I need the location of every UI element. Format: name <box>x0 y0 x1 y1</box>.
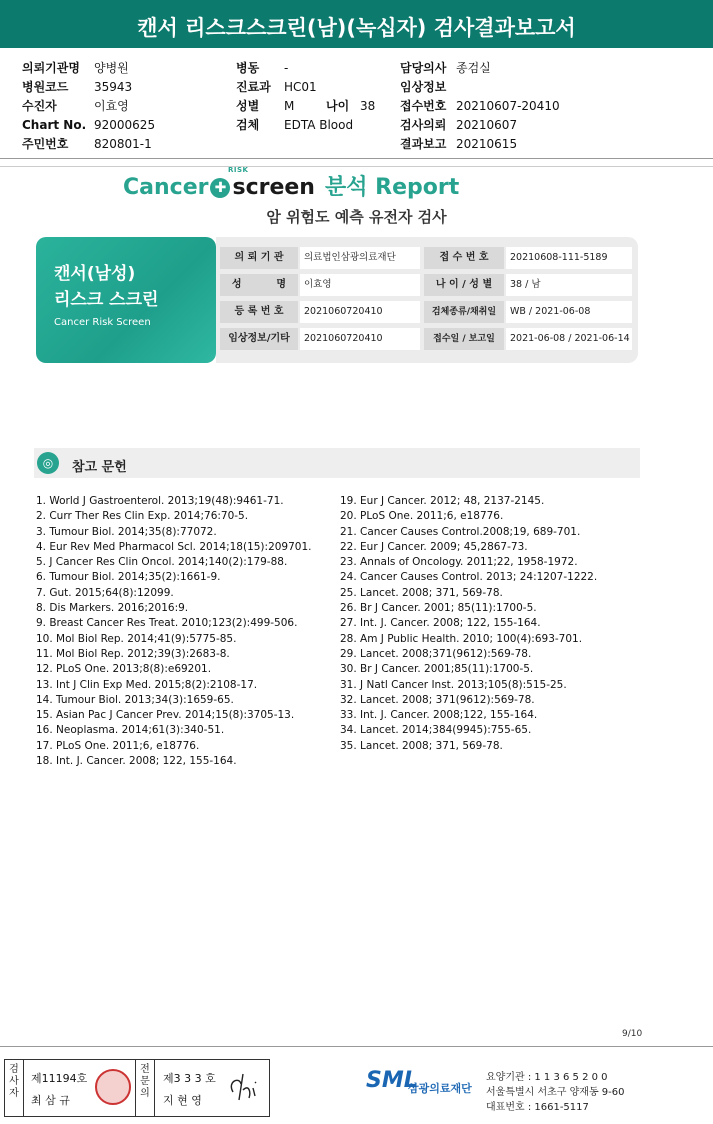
card-title-line2: 리스크 스크린 <box>54 290 159 310</box>
header-label: 병원코드 <box>22 80 69 94</box>
info-value: 의료법인삼광의료재단 <box>300 247 420 269</box>
header-label: 주민번호 <box>22 137 69 151</box>
info-label: 접 수 번 호 <box>424 247 504 269</box>
reference-item: 13. Int J Clin Exp Med. 2015;8(2):2108-17. <box>36 678 258 691</box>
plus-icon: ✚ <box>210 178 230 198</box>
reference-item: 35. Lancet. 2008; 371, 569-78. <box>340 739 503 752</box>
signature-box <box>4 1059 270 1117</box>
info-label: 성 명 <box>220 274 298 296</box>
reference-item: 15. Asian Pac J Cancer Prev. 2014;15(8):3705-13. <box>36 709 295 722</box>
reference-item: 26. Br J Cancer. 2001; 85(11):1700-5. <box>340 602 537 615</box>
info-value: 2021-06-08 / 2021-06-14 <box>506 328 632 350</box>
reference-item: 16. Neoplasma. 2014;61(3):340-51. <box>36 724 225 737</box>
header-col1 <box>22 57 155 152</box>
reference-item: 5. J Cancer Res Clin Oncol. 2014;140(2):179-88. <box>36 556 288 569</box>
vertical-label-char: 전 <box>140 1064 150 1075</box>
references-right-column <box>340 494 597 754</box>
reference-item: 1. World J Gastroenterol. 2013;19(48):9461-71. <box>36 495 284 507</box>
reference-item: 29. Lancet. 2008;371(9612):569-78. <box>340 647 532 660</box>
reference-item: 24. Cancer Causes Control. 2013; 24:1207-1222. <box>340 571 598 584</box>
reference-item: 28. Am J Public Health. 2010; 100(4):693-701. <box>340 632 583 645</box>
reference-item: 27. Int. J. Cancer. 2008; 122, 155-164. <box>340 617 541 630</box>
info-label: 접수일 / 보고일 <box>424 328 504 350</box>
header-value: 20210615 <box>456 137 518 151</box>
address: 서울특별시 서초구 양재동 9-60 <box>486 1087 625 1098</box>
logo-text-screen: screen <box>232 175 315 200</box>
reference-item: 20. PLoS One. 2011;6, e18776. <box>340 510 504 523</box>
signature-icon <box>225 1070 265 1106</box>
info-value: 2021060720410 <box>300 328 420 350</box>
specialist-name: 지 현 영 <box>163 1094 202 1107</box>
info-label: 검체종류/채취일 <box>424 301 504 323</box>
page-number: 9/10 <box>622 1029 643 1039</box>
reference-item: 22. Eur J Cancer. 2009; 45,2867-73. <box>340 540 528 553</box>
vertical-label-char: 자 <box>9 1088 19 1099</box>
reference-item: 32. Lancet. 2008; 371(9612):569-78. <box>340 693 535 706</box>
reference-item: 17. PLoS One. 2011;6, e18776. <box>36 739 200 752</box>
header-col2 <box>236 57 375 133</box>
product-card <box>36 237 216 363</box>
header-value: EDTA Blood <box>284 118 354 132</box>
header-label: 결과보고 <box>400 137 447 151</box>
header-label: 수진자 <box>22 99 57 113</box>
reference-item: 8. Dis Markers. 2016;2016:9. <box>36 602 189 615</box>
examiner-name: 최 삼 규 <box>31 1094 70 1107</box>
logo-text-report: 분석 Report <box>324 175 460 200</box>
header-label: 검사의뢰 <box>400 118 447 132</box>
reference-item: 21. Cancer Causes Control.2008;19, 689-701. <box>340 525 581 538</box>
header-label: 진료과 <box>236 80 271 94</box>
header-value: 이효영 <box>94 99 129 113</box>
references-left-column <box>36 494 312 769</box>
reference-item: 12. PLoS One. 2013;8(8):e69201. <box>36 663 212 676</box>
info-label: 나 이 / 성 별 <box>424 274 504 296</box>
age-label: 나이 <box>326 99 350 113</box>
info-value: 38 / 남 <box>506 274 632 296</box>
reference-item: 7. Gut. 2015;64(8):12099. <box>36 586 174 599</box>
reference-item: 30. Br J Cancer. 2001;85(11):1700-5. <box>340 663 534 676</box>
header-value: 양병원 <box>94 61 129 75</box>
sml-logo: SML <box>366 1068 418 1093</box>
reference-item: 11. Mol Biol Rep. 2012;39(3):2683-8. <box>36 647 230 660</box>
info-value: 이효영 <box>300 274 420 296</box>
globe-icon: ◎ <box>37 452 59 474</box>
logo-risk-tag: RISK <box>228 166 249 174</box>
vertical-label-char: 문 <box>140 1076 150 1087</box>
header-divider <box>0 158 713 159</box>
references-title: 참고 문헌 <box>72 460 127 475</box>
header-divider <box>0 166 713 167</box>
header-label: 임상정보 <box>400 80 447 94</box>
reference-item: 18. Int. J. Cancer. 2008; 122, 155-164. <box>36 755 237 768</box>
reference-item: 3. Tumour Biol. 2014;35(8):77072. <box>36 525 217 538</box>
header-label: 의뢰기관명 <box>22 61 80 75</box>
reference-item: 31. J Natl Cancer Inst. 2013;105(8):515-25. <box>340 678 567 691</box>
info-label: 임상정보/기타 <box>220 328 298 350</box>
info-value: 20210608-111-5189 <box>506 247 632 269</box>
examiner-label <box>5 1060 24 1116</box>
header-value: 92000625 <box>94 118 156 132</box>
header-value: M <box>284 99 295 113</box>
info-value: WB / 2021-06-08 <box>506 301 632 323</box>
cancer-risk-screen-logo <box>123 170 459 201</box>
reference-item: 6. Tumour Biol. 2014;35(2):1661-9. <box>36 571 221 584</box>
info-value: 2021060720410 <box>300 301 420 323</box>
reference-item: 14. Tumour Biol. 2013;34(3):1659-65. <box>36 693 234 706</box>
header-label: 병동 <box>236 61 260 75</box>
phone: 대표번호 : 1661-5117 <box>486 1102 589 1113</box>
header-label: 검체 <box>236 118 260 132</box>
reference-item: 33. Int. J. Cancer. 2008;122, 155-164. <box>340 709 538 722</box>
header-col3 <box>400 57 560 152</box>
header-value: HC01 <box>284 80 317 94</box>
reference-item: 19. Eur J Cancer. 2012; 48, 2137-2145. <box>340 495 545 507</box>
org-name: 삼광의료재단 <box>408 1082 472 1095</box>
reference-item: 25. Lancet. 2008; 371, 569-78. <box>340 586 503 599</box>
age-value: 38 <box>360 99 376 113</box>
header-value: 종검실 <box>456 61 491 75</box>
reference-item: 34. Lancet. 2014;384(9945):755-65. <box>340 724 532 737</box>
header-value: 20210607-20410 <box>456 99 560 113</box>
header-label: 담당의사 <box>400 61 447 75</box>
reference-item: 23. Annals of Oncology. 2011;22, 1958-1972. <box>340 556 578 569</box>
report-title: 캔서 리스크스크린(남)(녹십자) 검사결과보고서 <box>0 0 713 48</box>
header-value: - <box>284 61 289 75</box>
footer-divider <box>0 1046 713 1047</box>
header-value: 35943 <box>94 80 133 94</box>
card-caption: Cancer Risk Screen <box>54 317 151 328</box>
reference-item: 10. Mol Biol Rep. 2014;41(9):5775-85. <box>36 632 237 645</box>
header-label: 접수번호 <box>400 99 447 113</box>
report-subtitle: 암 위험도 예측 유전자 검사 <box>266 208 447 226</box>
card-title-line1: 캔서(남성) <box>54 264 136 284</box>
vertical-label-char: 의 <box>140 1088 150 1099</box>
reference-item: 2. Curr Ther Res Clin Exp. 2014;76:70-5. <box>36 510 249 523</box>
vertical-label-char: 사 <box>9 1076 19 1087</box>
examiner-license: 제11194호 <box>31 1072 88 1085</box>
patient-info-table <box>216 237 638 363</box>
reference-item: 4. Eur Rev Med Pharmacol Scl. 2014;18(15):209701. <box>36 540 312 553</box>
header-label: 성별 <box>236 99 260 113</box>
vertical-label-char: 검 <box>9 1064 19 1075</box>
official-seal-icon <box>95 1069 131 1105</box>
header-value: 820801-1 <box>94 137 152 151</box>
reference-item: 9. Breast Cancer Res Treat. 2010;123(2):499-506. <box>36 617 298 630</box>
header-value: 20210607 <box>456 118 518 132</box>
info-label: 등 록 번 호 <box>220 301 298 323</box>
specialist-license: 제3 3 3 호 <box>163 1072 216 1085</box>
specialist-label <box>135 1060 155 1116</box>
info-label: 의 뢰 기 관 <box>220 247 298 269</box>
logo-text-cancer: Cancer <box>123 175 209 200</box>
institution-code: 요양기관 : 1 1 3 6 5 2 0 0 <box>486 1072 608 1083</box>
header-label: Chart No. <box>22 118 87 132</box>
